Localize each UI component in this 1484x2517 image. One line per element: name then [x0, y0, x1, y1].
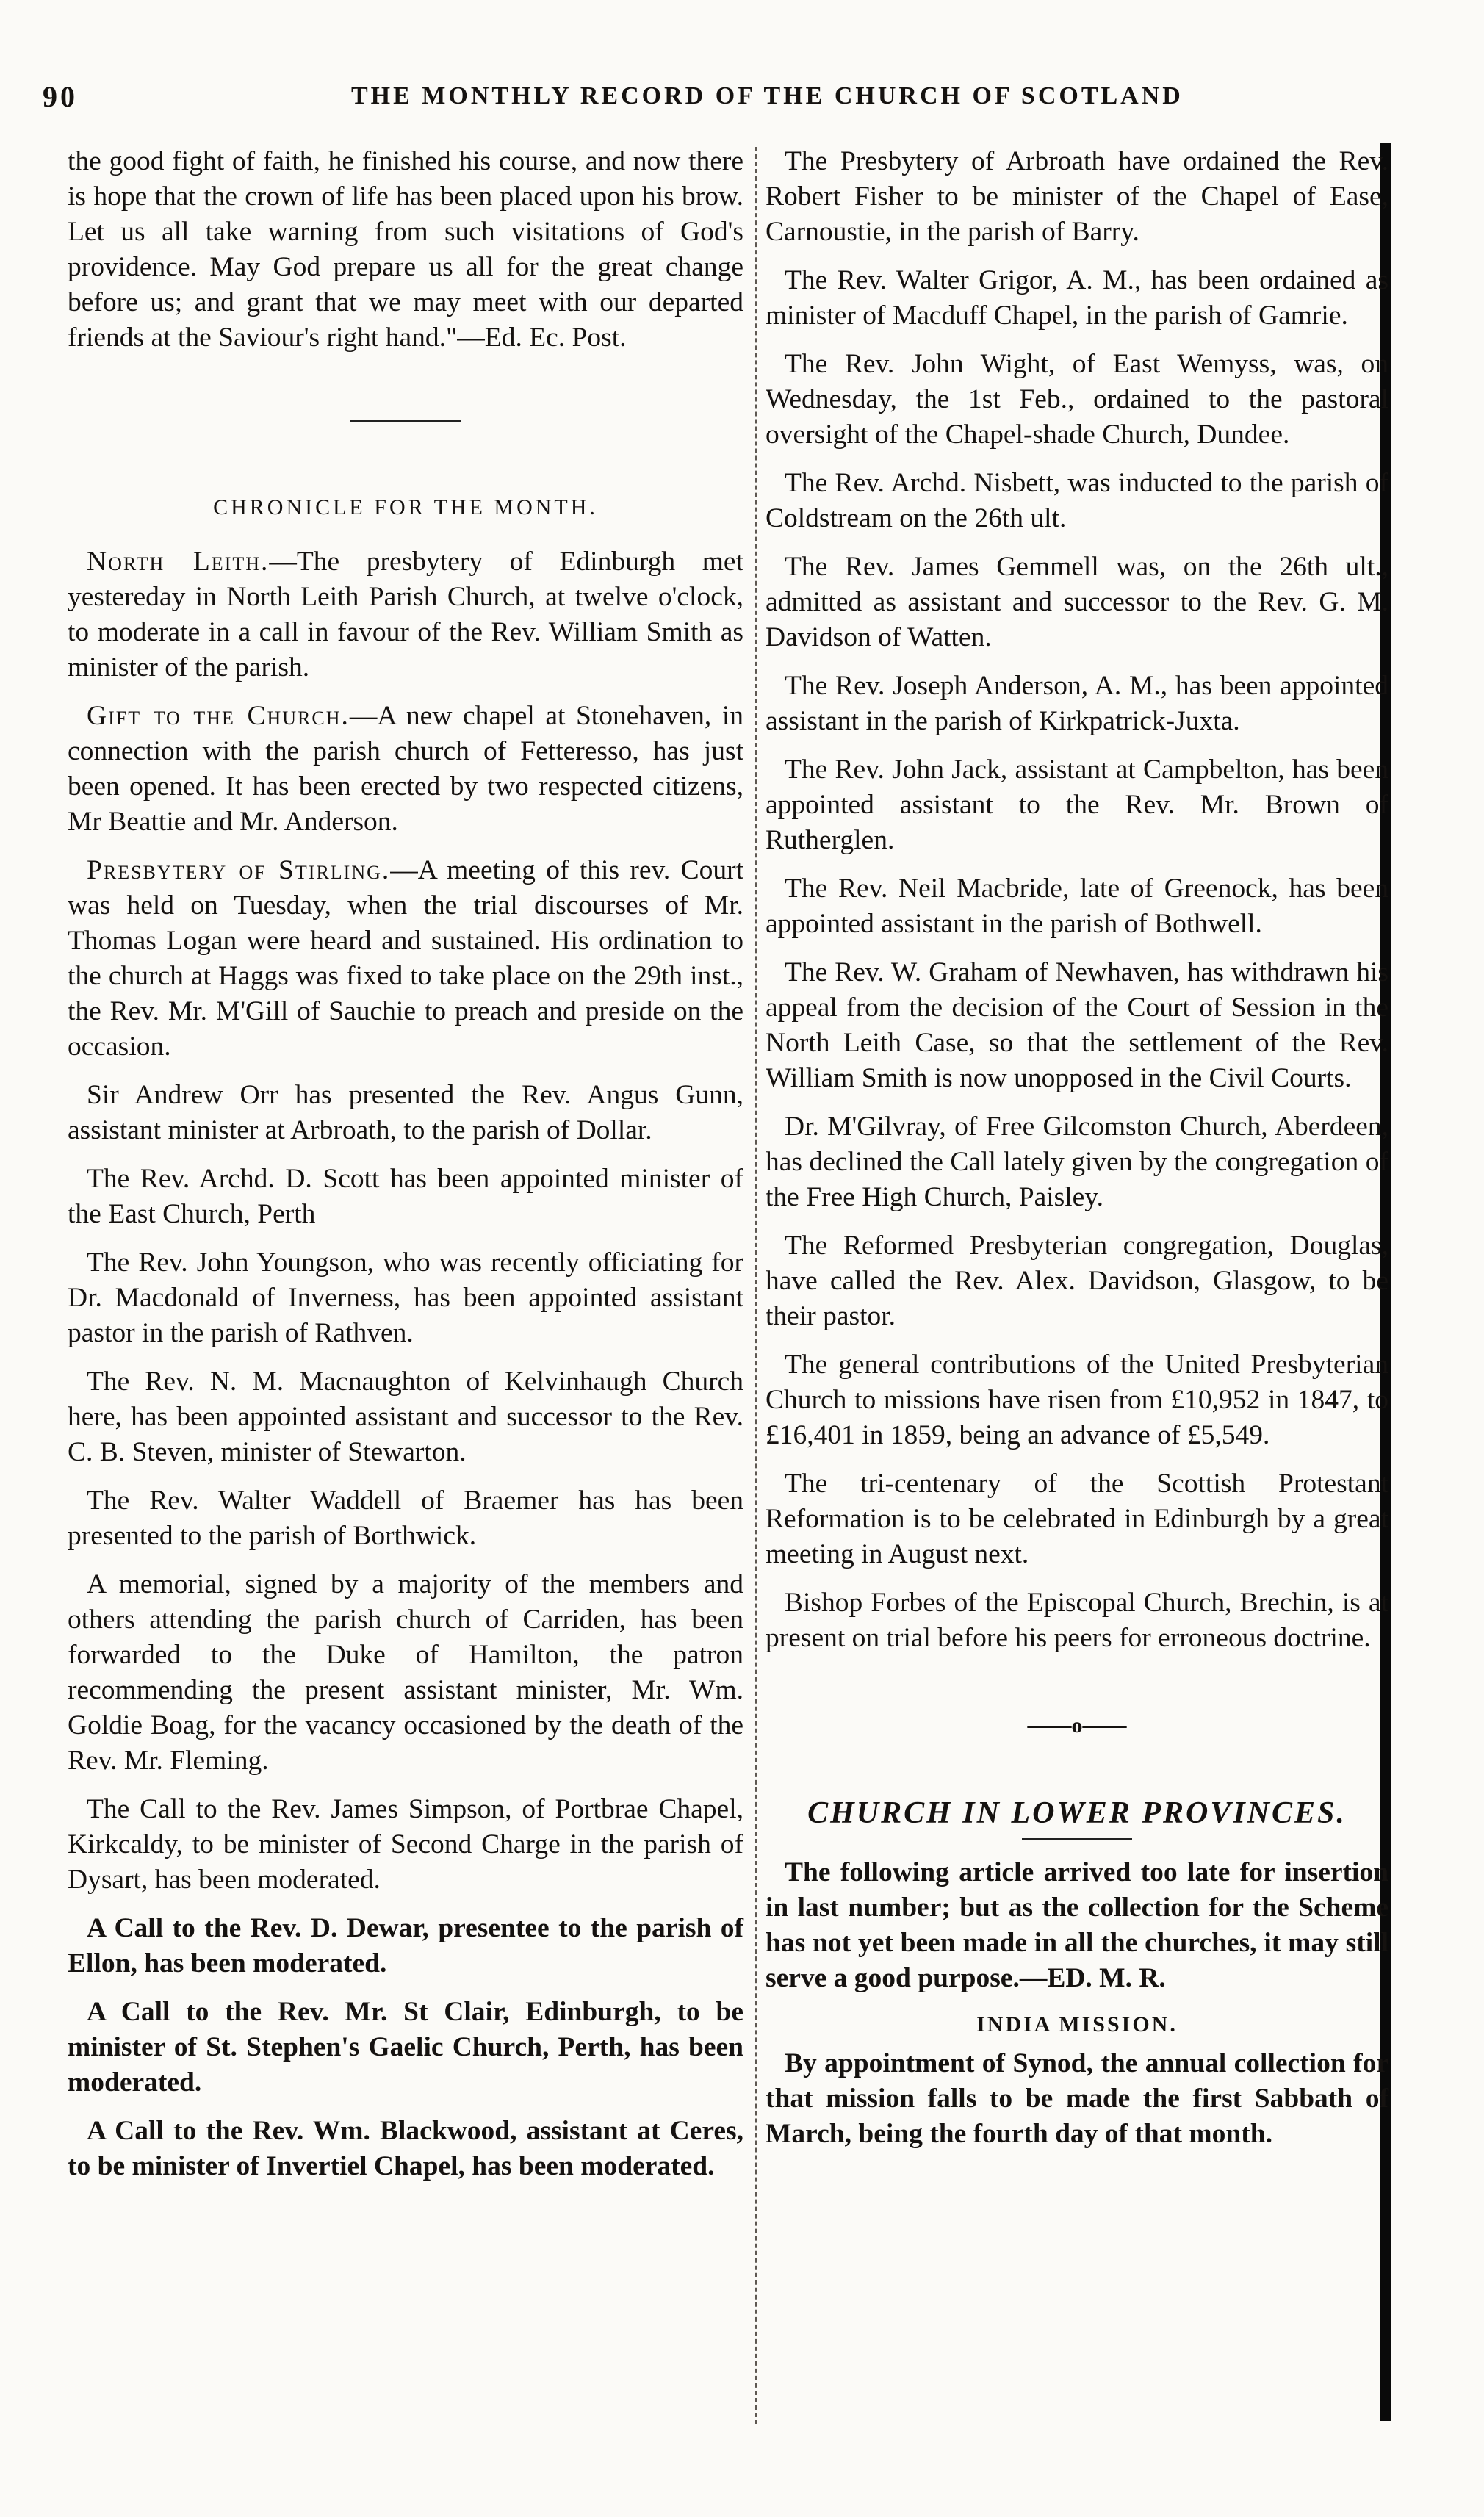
north-leith-heading: North Leith. [87, 547, 270, 577]
north-leith-text: —The presbytery of Edinburgh met yestereday in North Leith Parish Church, at twelve o'clock, to moderate in a call in favour of the Rev. William Smith as minister of the parish. [68, 547, 743, 683]
mgilvray-paragraph: Dr. M'Gilvray, of Free Gilcomston Church, Aberdeen, has declined the Call lately given by the congregation of the Free High Church, Paisley. [766, 1112, 1388, 1212]
section-divider [350, 420, 461, 422]
ornamental-divider: ——o—— [1027, 1713, 1127, 1738]
dewar-paragraph: A Call to the Rev. D. Dewar, presentee to the parish of Ellon, has been moderated. [68, 1913, 743, 1978]
north-leith-paragraph [68, 544, 743, 685]
forbes-paragraph: Bishop Forbes of the Episcopal Church, Brechin, is at present on trial before his peers for erroneous doctrine. [766, 1588, 1388, 1653]
stirling-text: —A meeting of this rev. Court was held on Tuesday, when the trial discourses of Mr. Thomas Logan were heard and sustained. His ordination to the church at Haggs was fixed to take place on the 29th inst., the Rev. Mr. M'Gill of Sauchie to preach and preside on the occasion. [68, 855, 744, 1062]
blackwood-paragraph: A Call to the Rev. Wm. Blackwood, assistant at Ceres, to be minister of Invertiel Chapel, has been moderated. [68, 2116, 743, 2181]
chronicle-heading: CHRONICLE FOR THE MONTH. [213, 495, 598, 519]
nisbett-paragraph: The Rev. Archd. Nisbett, was inducted to the parish of Coldstream on the 26th ult. [766, 468, 1388, 533]
youngson-paragraph: The Rev. John Youngson, who was recently officiating for Dr. Macdonald of Inverness, has been appointed assistant pastor in the parish of Rathven. [68, 1247, 743, 1348]
stirling-paragraph [68, 853, 743, 1065]
following-article-paragraph: The following article arrived too late for insertion in last number; but as the collection for the Scheme has not yet been made in all the churches, it may still serve a good purpose.—ED. M. R. [766, 1857, 1388, 1993]
grigor-paragraph: The Rev. Walter Grigor, A. M., has been ordained as minister of Macduff Chapel, in the parish of Gamrie. [766, 265, 1388, 331]
lower-provinces-title: CHURCH IN LOWER PROVINCES. [807, 1796, 1347, 1830]
reformed-paragraph: The Reformed Presbyterian congregation, Douglas, have called the Rev. Alex. Davidson, Glasgow, to be their pastor. [766, 1231, 1388, 1331]
memorial-paragraph: A memorial, signed by a majority of the members and others attending the parish church of Carriden, has been forwarded to the Duke of Hamilton, the patron recommending the present assistant minister, Mr. Wm. Goldie Boag, for the vacancy occasioned by the death of the Rev. Mr. Fleming. [68, 1569, 743, 1776]
jack-paragraph: The Rev. John Jack, assistant at Campbelton, has been appointed assistant to the Rev. Mr. Brown of Rutherglen. [766, 755, 1388, 855]
macbride-paragraph: The Rev. Neil Macbride, late of Greenock, has been appointed assistant in the parish of Bothwell. [766, 874, 1388, 939]
gift-heading: Gift to the Church. [87, 701, 350, 731]
stirling-heading: Presbytery of Stirling. [87, 855, 391, 885]
left-column [68, 144, 743, 2197]
title-underline [1022, 1838, 1132, 1840]
anderson-paragraph: The Rev. Joseph Anderson, A. M., has been appointed assistant in the parish of Kirkpatrick-Juxta. [766, 671, 1388, 736]
scott-paragraph: The Rev. Archd. D. Scott has been appointed minister of the East Church, Perth [68, 1164, 743, 1229]
macnaughton-paragraph: The Rev. N. M. Macnaughton of Kelvinhaugh Church here, has been appointed assistant and successor to the Rev. C. B. Steven, minister of Stewarton. [68, 1366, 743, 1467]
waddell-paragraph: The Rev. Walter Waddell of Braemer has has been presented to the parish of Borthwick. [68, 1486, 743, 1551]
journal-title: THE MONTHLY RECORD OF THE CHURCH OF SCOTLAND [351, 82, 1184, 109]
running-header [43, 79, 1380, 123]
gemmell-paragraph: The Rev. James Gemmell was, on the 26th ult., admitted as assistant and successor to the Rev. G. M. Davidson of Watten. [766, 552, 1388, 652]
obituary-closing-paragraph: the good fight of faith, he finished his course, and now there is hope that the crown of life has been placed upon his brow. Let us all take warning from such visitations of God's providence. May God prepare us all for the great change before us; and grant that we may meet with our departed friends at the Saviour's right hand."—Ed. Ec. Post. [68, 146, 743, 353]
india-mission-heading: INDIA MISSION. [976, 2012, 1178, 2037]
gift-text: —A new chapel at Stonehaven, in connection with the parish church of Fetteresso, has just been opened. It has been erected by two respected citizens, Mr Beattie and Mr. Anderson. [68, 701, 743, 837]
stclair-paragraph: A Call to the Rev. Mr. St Clair, Edinburgh, to be minister of St. Stephen's Gaelic Church, Perth, has been moderated. [68, 1997, 743, 2098]
column-divider [755, 147, 757, 2424]
gift-paragraph [68, 699, 743, 840]
tricentenary-paragraph: The tri-centenary of the Scottish Protestant Reformation is to be celebrated in Edinburgh by a great meeting in August next. [766, 1469, 1388, 1569]
page-number: 90 [43, 80, 78, 113]
contributions-paragraph: The general contributions of the United Presbyterian Church to missions have risen from £10,952 in 1847, to £16,401 in 1859, being an advance of £5,549. [766, 1350, 1388, 1450]
graham-paragraph: The Rev. W. Graham of Newhaven, has withdrawn his appeal from the decision of the Court of Session in the North Leith Case, so that the settlement of the Rev. William Smith is now unopposed in the Civil Courts. [766, 957, 1388, 1093]
right-column [766, 144, 1388, 2165]
appointment-paragraph: By appointment of Synod, the annual collection for that mission falls to be made the first Sabbath of March, being the fourth day of that month. [766, 2048, 1388, 2149]
fisher-paragraph: The Presbytery of Arbroath have ordained the Rev. Robert Fisher to be minister of the Chapel of Ease, Carnoustie, in the parish of Barry. [766, 146, 1388, 247]
wight-paragraph: The Rev. John Wight, of East Wemyss, was, on Wednesday, the 1st Feb., ordained to the pastoral oversight of the Chapel-shade Church, Dundee. [766, 349, 1388, 450]
orr-paragraph: Sir Andrew Orr has presented the Rev. Angus Gunn, assistant minister at Arbroath, to the parish of Dollar. [68, 1080, 743, 1145]
simpson-paragraph: The Call to the Rev. James Simpson, of Portbrae Chapel, Kirkcaldy, to be minister of Second Charge in the parish of Dysart, has been moderated. [68, 1794, 743, 1895]
